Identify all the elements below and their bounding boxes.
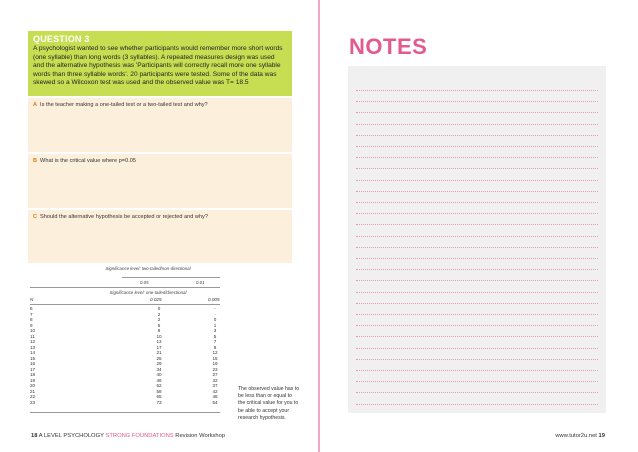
col-header-n: N	[30, 297, 34, 302]
notes-line	[356, 370, 598, 371]
notes-line	[356, 314, 598, 315]
cell-n: 15	[30, 355, 36, 361]
notes-line	[356, 292, 598, 293]
notes-title: NOTES	[349, 34, 428, 59]
notes-line	[356, 404, 598, 405]
notes-line	[356, 236, 598, 237]
cell-n: 17	[30, 366, 36, 372]
cell-0025: 13	[156, 339, 162, 344]
notes-line	[356, 112, 598, 113]
cell-0025: 52	[156, 383, 162, 388]
question-body: A psychologist wanted to see whether participants would remember more short words (one syllable) than long words (3 syllables). A repeated measures design was used and the alternative hypothesis was 'Participants will correctly recall more one syllable words than three syllable words'. 20 participants were tested. Some of the data was skewed so a Wilcoxon test was used and the observed value was T= 18.5	[33, 45, 283, 87]
cell-n: 9	[30, 322, 33, 328]
col-header-0005: 0.005	[208, 297, 220, 302]
footer-right	[555, 433, 605, 439]
cell-n: 16	[30, 361, 36, 366]
cell-0025: 58	[156, 388, 162, 394]
notes-line	[356, 135, 598, 136]
cell-n: 7	[30, 311, 33, 317]
cell-n: 11	[30, 333, 35, 339]
cell-n: 21	[30, 388, 36, 394]
notes-line	[356, 280, 598, 281]
footer-workshop: Revision Workshop	[175, 433, 226, 439]
table-rule	[30, 304, 220, 305]
cell-0025: 46	[156, 377, 162, 383]
notes-line	[356, 247, 598, 248]
critical-values-table	[30, 306, 220, 405]
cell-0005: 42	[212, 388, 218, 394]
cell-0005: 3	[213, 328, 217, 333]
cell-0025: 17	[156, 344, 162, 350]
cell-n: 20	[30, 383, 36, 388]
cell-0005: 1	[213, 322, 217, 328]
notes-line	[356, 258, 598, 259]
cell-n: 19	[30, 377, 36, 383]
question-title: QUESTION 3	[33, 34, 90, 44]
cell-0005: 23	[212, 366, 218, 372]
notes-line	[356, 303, 598, 304]
cell-0025: 2	[157, 317, 161, 322]
cell-0025: 2	[157, 311, 161, 317]
notes-line	[356, 392, 598, 393]
answer-prompt-c: Should the alternative hypothesis be accepted or rejected and why?	[40, 214, 208, 220]
cell-n: 6	[30, 306, 33, 311]
footer-brand: STRONG FOUNDATIONS	[105, 433, 174, 439]
cell-0005: 5	[213, 333, 217, 339]
cell-0005: 12	[212, 350, 218, 355]
cell-0025: 73	[156, 399, 162, 405]
cell-0005: 48	[212, 394, 218, 399]
cell-n: 10	[30, 328, 36, 333]
cell-0025: 10	[156, 333, 162, 339]
notes-line	[356, 269, 598, 270]
cell-0025: 25	[156, 355, 162, 361]
cell-0005: 15	[212, 355, 218, 361]
notes-line	[356, 90, 598, 91]
col-header-0025: 0.025	[150, 297, 162, 302]
cell-0025: 34	[156, 366, 162, 372]
answer-letter-b: B	[33, 158, 38, 164]
cell-0025: 65	[156, 394, 162, 399]
cell-0025: 0	[157, 306, 161, 311]
cell-0005: 19	[212, 361, 218, 366]
notes-line	[356, 224, 598, 225]
observed-value-note: The observed value has to be less than or equal to the critical value for you to be able to accept your research hypothesis.	[238, 386, 300, 421]
cell-n: 8	[30, 317, 33, 322]
answer-letter-c: C	[33, 214, 38, 220]
cell-0005: 27	[212, 372, 218, 377]
notes-line	[356, 213, 598, 214]
cell-0005: -	[214, 311, 216, 317]
two-tailed-level-05: 0.05	[140, 280, 149, 285]
cell-n: 22	[30, 394, 36, 399]
table-rule	[30, 287, 220, 288]
cell-0025: 8	[157, 328, 161, 333]
cell-n: 18	[30, 372, 36, 377]
table-rule	[30, 412, 220, 413]
cell-0025: 21	[156, 350, 162, 355]
cell-0005: 9	[213, 344, 217, 350]
page-number-left: 18	[31, 433, 38, 439]
cell-0025: 29	[156, 361, 162, 366]
notes-line	[356, 101, 598, 102]
notes-line	[356, 359, 598, 360]
notes-line	[356, 168, 598, 169]
notes-line	[356, 348, 598, 349]
two-tailed-heading: Significance level: two-tailed/non-directional	[105, 266, 191, 271]
answer-prompt-b: What is the critical value where p=0.05	[40, 158, 136, 164]
cell-0005: 32	[212, 377, 218, 383]
table-row	[30, 400, 220, 406]
one-tailed-heading: Significance level: one-tailed/directional	[109, 290, 187, 295]
cell-0025: 40	[156, 372, 162, 377]
notes-line	[356, 202, 598, 203]
cell-0005: -	[214, 306, 216, 311]
cell-n: 12	[30, 339, 36, 344]
notes-line	[356, 124, 598, 125]
question-panel	[28, 31, 292, 98]
two-tailed-level-01: 0.01	[196, 280, 205, 285]
cell-0005: 0	[213, 317, 217, 322]
cell-n: 13	[30, 344, 36, 350]
cell-0005: 54	[212, 399, 218, 405]
answer-box-c[interactable]	[28, 208, 292, 263]
notes-line	[356, 180, 598, 181]
cell-n: 14	[30, 350, 36, 355]
answer-box-a[interactable]	[28, 96, 292, 152]
notes-line	[356, 336, 598, 337]
cell-n: 23	[30, 399, 36, 405]
footer-course: A LEVEL PSYCHOLOGY	[38, 433, 104, 439]
page-number-right: 19	[598, 433, 605, 439]
footer-left	[31, 433, 225, 439]
cell-0005: 37	[212, 383, 218, 388]
notes-line	[356, 146, 598, 147]
cell-0025: 5	[157, 322, 161, 328]
notes-line	[356, 325, 598, 326]
footer-url[interactable]: www.tutor2u.net	[555, 433, 597, 439]
notes-line	[356, 191, 598, 192]
answer-box-b[interactable]	[28, 152, 292, 208]
notes-line	[356, 381, 598, 382]
cell-0005: 7	[213, 339, 217, 344]
notes-line	[356, 157, 598, 158]
table-rule	[122, 277, 220, 278]
answer-letter-a: A	[33, 102, 38, 108]
notes-area[interactable]	[348, 66, 606, 413]
answer-prompt-a: Is the teacher making a one-tailed test or a two-tailed test and why?	[40, 102, 208, 108]
